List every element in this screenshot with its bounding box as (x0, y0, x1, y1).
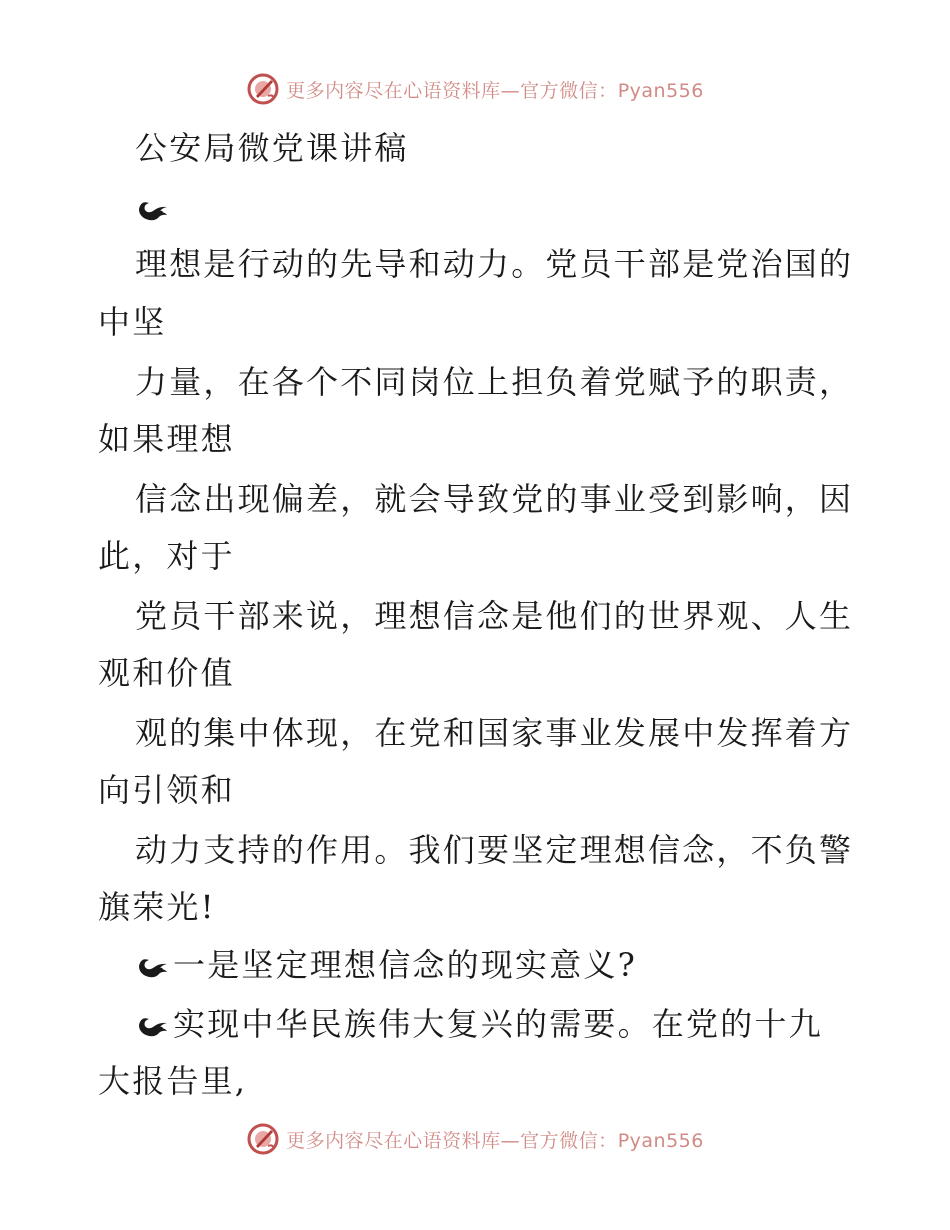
paragraph-line: 党员干部来说，理想信念是他们的世界观、人生 (135, 597, 854, 635)
paragraph-line: 力量，在各个不同岗位上担负着党赋予的职责， (135, 363, 854, 401)
paragraph-line: 观和价值 (98, 654, 235, 692)
brand-logo-icon (246, 72, 280, 106)
paragraph-line: 信念出现偏差，就会导致党的事业受到影响，因 (135, 480, 854, 518)
paragraph-line: 向引领和 (98, 771, 235, 809)
watermark-banner-top (0, 72, 950, 106)
paragraph-line: 如果理想 (98, 420, 235, 458)
paragraph-line: 实现中华民族伟大复兴的需要。在党的十九 (135, 1004, 823, 1044)
fleuron-icon (135, 195, 171, 221)
watermark-text: 更多内容尽在心语资料库—官方微信：Pyan556 (286, 1129, 704, 1152)
document-title: 公安局微党课讲稿 (135, 129, 409, 167)
paragraph-line: 此，对于 (98, 537, 235, 575)
paragraph-line: 大报告里, (98, 1062, 248, 1100)
fleuron-icon (135, 1011, 171, 1037)
brand-logo-icon (246, 1122, 280, 1156)
fleuron-icon (135, 952, 171, 978)
paragraph-line: 动力支持的作用。我们要坚定理想信念，不负警 (135, 831, 854, 869)
watermark-banner-bottom (0, 1122, 950, 1156)
paragraph-line: 理想是行动的先导和动力。党员干部是党治国的 (135, 245, 854, 283)
paragraph-line: 中坚 (98, 303, 167, 341)
paragraph-line: 观的集中体现，在党和国家事业发展中发挥着方 (135, 714, 854, 752)
watermark-text: 更多内容尽在心语资料库—官方微信：Pyan556 (286, 79, 704, 102)
ornament-line (135, 188, 173, 228)
section-heading: 一是坚定理想信念的现实意义? (135, 945, 637, 985)
paragraph-line: 旗荣光! (98, 888, 216, 926)
